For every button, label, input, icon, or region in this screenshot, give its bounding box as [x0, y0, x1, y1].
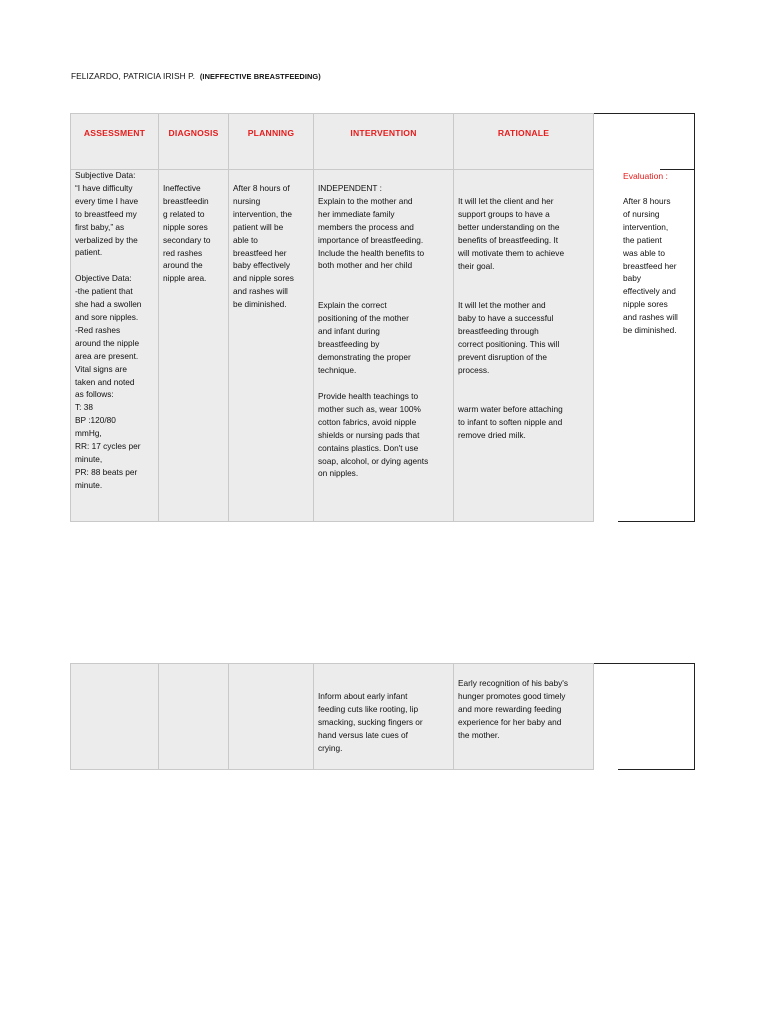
document-header	[71, 71, 321, 81]
diagnosis-title: (INEFFECTIVE BREASTFEEDING)	[199, 72, 321, 81]
column-header-diagnosis: DIAGNOSIS	[168, 128, 219, 138]
evaluation-text: After 8 hours of nursing intervention, the patient was able to breastfeed her baby effectively and nipple sores and rashes will be diminished.	[623, 196, 678, 336]
cell-assessment-2	[70, 663, 159, 770]
header-cell-diagnosis	[158, 113, 229, 170]
intervention-text-3: Provide health teachings to mother such as, wear 100% cotton fabrics, avoid nipple shields or nursing pads that contains plastics. Don't use soap, alcohol, or dying agents on nipples.	[318, 391, 429, 479]
header-cell-intervention	[313, 113, 454, 170]
column-header-assessment: ASSESSMENT	[83, 128, 146, 138]
intervention-text-1: INDEPENDENT : Explain to the mother and her immediate family members the process and importance of breastfeeding. Include the health benefits to both mother and her child	[318, 183, 425, 271]
evaluation-bottom-border	[618, 521, 695, 522]
evaluation-right-border-2	[694, 663, 695, 770]
rationale-text-2: It will let the mother and baby to have a successful breastfeeding through correct positioning. This will prevent disruption of the process.	[458, 300, 560, 375]
evaluation-bottom-border-2	[618, 769, 695, 770]
header-cell-planning	[228, 113, 314, 170]
header-cell-rationale	[453, 113, 594, 170]
evaluation-top-border-2	[594, 663, 695, 664]
rationale-text-3: warm water before attaching to infant to soften nipple and remove dried milk.	[458, 404, 563, 440]
planning-text: After 8 hours of nursing intervention, the patient will be able to breastfeed her baby effectively and nipple sores and rashes will be diminished.	[233, 183, 294, 310]
rationale-text-4: Early recognition of his baby's hunger promotes good timely and more rewarding feeding experience for her baby and the mother.	[458, 678, 568, 740]
column-header-intervention: INTERVENTION	[350, 128, 417, 138]
cell-planning-2	[228, 663, 314, 770]
diagnosis-text: Ineffective breastfeedin g related to nipple sores secondary to red rashes around the nipple area.	[163, 183, 211, 284]
patient-name: FELIZARDO, PATRICIA IRISH P.	[71, 71, 196, 81]
header-cell-assessment	[70, 113, 159, 170]
evaluation-top-border	[594, 113, 695, 114]
intervention-text-4: Inform about early infant feeding cuts like rooting, lip smacking, sucking fingers or hand versus late cues of crying.	[318, 691, 423, 753]
intervention-text-2: Explain the correct positioning of the mother and infant during breastfeeding by demonstrating the proper technique.	[318, 300, 411, 375]
column-header-rationale: RATIONALE	[497, 128, 550, 138]
evaluation-right-border	[694, 113, 695, 522]
column-header-planning: PLANNING	[247, 128, 295, 138]
cell-diagnosis-2	[158, 663, 229, 770]
assessment-text: Subjective Data: “I have difficulty every time I have to breastfeed my first baby,” as verbalized by the patient. Objective Data: -the patient that she had a swollen and sore nipples. -Red rashes around the nipple area are present. Vital signs are taken and noted as follows: T: 38 BP :120/80 mmHg, RR: 17 cycles per minute, PR: 88 beats per minute.	[75, 170, 142, 490]
evaluation-label: Evaluation :	[623, 171, 668, 181]
evaluation-mid-border	[660, 169, 695, 170]
rationale-text-1: It will let the client and her support groups to have a better understanding on the benefits of breastfeeding. It will motivate them to achieve their goal.	[458, 196, 565, 271]
